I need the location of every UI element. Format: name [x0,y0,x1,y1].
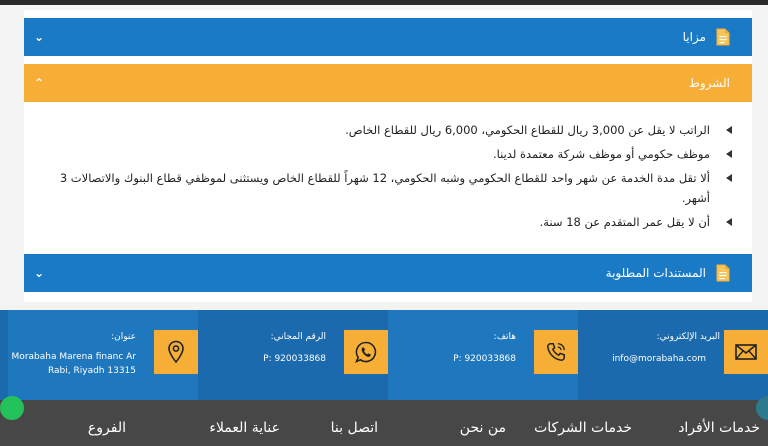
address-line-2: Rabi, Riyadh 13315 [47,366,136,376]
document-icon [716,264,730,282]
whatsapp-icon [354,340,378,364]
phone-button[interactable] [534,330,578,374]
envelope-icon [735,344,757,360]
address-value [12,350,136,378]
condition-item: الراتب لا يقل عن 3,000 ريال للقطاع الحكومي، 6,000 ريال للقطاع الخاص. [40,120,732,140]
document-icon [716,28,730,46]
nav-companies[interactable]: خدمات الشركات [534,420,632,436]
phone-icon [545,341,567,363]
nav-branches[interactable]: الفروع [87,420,126,436]
contact-email [578,310,768,400]
contact-toll-free [198,310,388,400]
phone-label: هاتف: [493,332,516,342]
contact-address [8,310,198,400]
location-pin-icon [167,340,185,364]
chevron-down-icon: ⌄ [34,266,45,280]
chevron-down-icon: ⌄ [34,30,45,44]
phone-value[interactable]: P: 920033868 [453,354,516,364]
email-label: البريد الإلكتروني: [656,332,720,342]
accordion-conditions-title: الشروط [688,76,730,90]
condition-item: موظف حكومي أو موظف شركة معتمدة لدينا. [40,144,732,164]
toll-free-label: الرقم المجاني: [270,332,326,342]
whatsapp-button[interactable] [344,330,388,374]
location-button[interactable] [154,330,198,374]
whatsapp-float-button[interactable] [0,396,24,420]
contact-bar [0,310,768,400]
toll-free-value[interactable]: P: 920033868 [263,354,326,364]
accordion-documents-title: المستندات المطلوبة [605,266,706,280]
chevron-up-icon: ⌃ [34,76,45,90]
accordion-benefits-header[interactable] [24,18,752,56]
accordion-documents-header[interactable] [24,254,752,292]
condition-item: ألا تقل مدة الخدمة عن شهر واحد للقطاع الحكومي وشبه الحكومي، 12 شهراً للقطاع الخاص ويستثنى لموظفي قطاع البنوك والاتصالات 3 أشهر. [40,168,732,208]
contact-phone [388,310,578,400]
condition-item: أن لا يقل عمر المتقدم عن 18 سنة. [40,212,732,232]
address-line-1: Morabaha Marena financ Ar [11,352,136,362]
conditions-list [40,120,732,236]
address-label: عنوان: [111,332,136,342]
accordion-benefits-title: مزايا [682,30,706,44]
accordion-conditions-header[interactable] [24,64,752,102]
nav-contact[interactable]: اتصل بنا [330,420,378,436]
nav-about[interactable]: من نحن [459,420,506,436]
footer-nav [0,400,768,446]
nav-customer-care[interactable]: عناية العملاء [209,420,280,436]
email-value[interactable]: info@morabaha.com [612,354,706,364]
email-button[interactable] [724,330,768,374]
nav-individuals[interactable]: خدمات الأفراد [678,420,760,436]
